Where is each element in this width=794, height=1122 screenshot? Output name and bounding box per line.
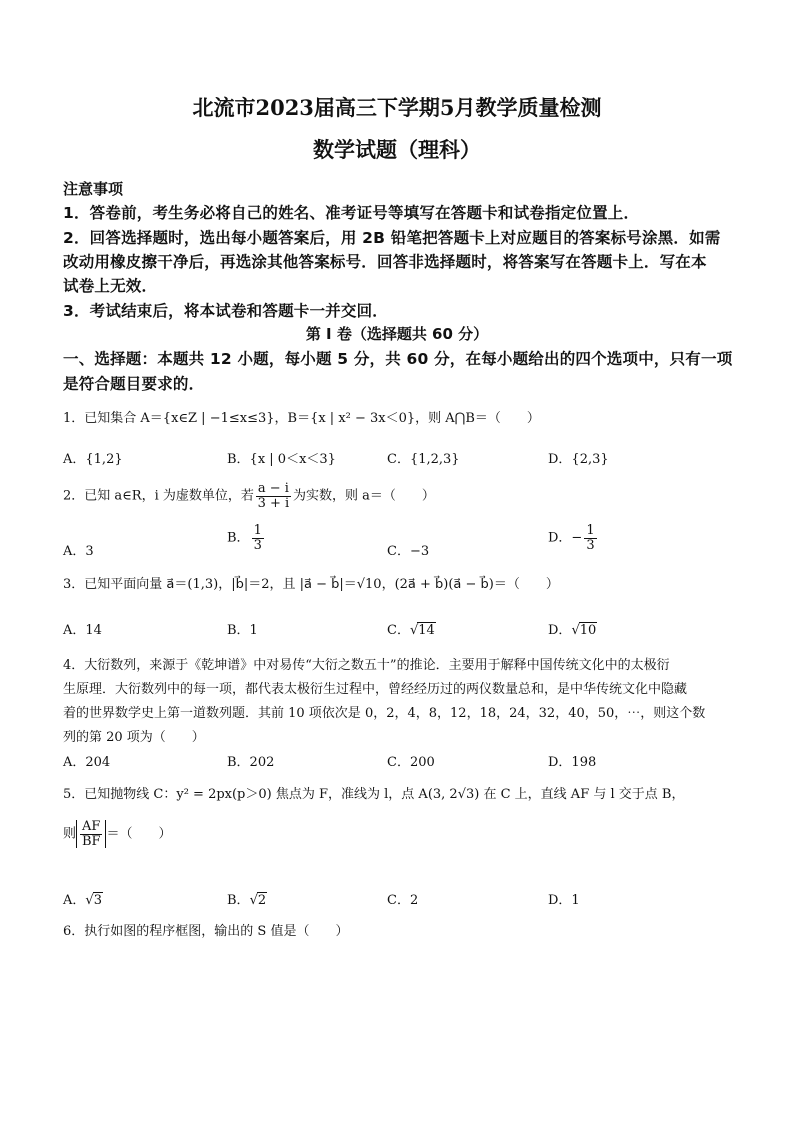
notice-line-5: 3．考试结束后，将本试卷和答题卡一并交回． — [63, 302, 388, 320]
question-5-option-d: D．1 — [548, 893, 580, 908]
notice-line-4: 试卷上无效． — [63, 277, 158, 295]
question-2-fraction — [256, 482, 291, 510]
question-2-option-b-denominator: 3 — [253, 537, 262, 553]
question-5-line-2 — [63, 820, 171, 848]
question-5-prefix: 则 — [63, 826, 77, 842]
section-intro-line-2: 是符合题目要求的． — [63, 375, 205, 393]
question-3-stem: 3．已知平面向量 a⃗＝(1,3)，|b⃗|＝2，且 |a⃗ − b⃗|＝√10，(2a⃗ + b⃗)(a⃗ − b⃗)＝（ ） — [63, 577, 559, 592]
question-1-option-a: A．{1,2} — [63, 452, 123, 467]
question-4-line-2: 生原理．大衍数列中的每一项，都代表太极衍生过程中，曾经经历过的两仪数量总和，是中华传统文化中隐藏 — [63, 682, 688, 697]
question-3-option-d-radicand: 10 — [579, 623, 597, 638]
question-2-stem — [63, 482, 435, 510]
question-3-option-c-label: C． — [387, 623, 410, 638]
question-2-fraction-denominator: 3 + i — [257, 495, 290, 511]
question-4-line-1: 4．大衍数列，来源于《乾坤谱》中对易传“大衍之数五十”的推论．主要用于解释中国传统文化中的太极衍 — [63, 658, 670, 673]
question-4-option-b: B．202 — [227, 755, 275, 770]
question-5-option-b-radicand: 2 — [257, 893, 267, 908]
question-5-option-c: C．2 — [387, 893, 419, 908]
exam-subtitle: 数学试题（理科） — [313, 137, 481, 162]
question-5-ratio-numerator: AF — [82, 819, 101, 834]
question-2-option-b-numerator: 1 — [253, 523, 262, 538]
question-4-option-a: A．204 — [63, 755, 111, 770]
question-2-option-d-label: D．− — [548, 530, 583, 546]
question-4-line-4: 列的第 20 项为（ ） — [63, 730, 205, 745]
notice-heading: 注意事项 — [63, 180, 124, 198]
question-1-option-c: C．{1,2,3} — [387, 452, 460, 467]
question-4-option-c: C．200 — [387, 755, 435, 770]
question-1-option-b: B．{x | 0＜x＜3} — [227, 452, 336, 467]
question-2-option-d-fraction — [584, 524, 596, 552]
question-3-option-b: B．1 — [227, 623, 258, 638]
question-4-option-d: D．198 — [548, 755, 597, 770]
question-5-ratio — [76, 820, 106, 848]
question-3-option-c-radicand: 14 — [418, 623, 435, 638]
question-2-option-d — [548, 524, 599, 552]
question-2-option-d-numerator: 1 — [586, 523, 595, 538]
exam-title: 北流市2023届高三下学期5月教学质量检测 — [192, 95, 602, 120]
question-2-option-b — [227, 524, 266, 552]
question-2-prefix: 2．已知 a∈R，i 为虚数单位，若 — [63, 488, 254, 504]
question-5-suffix: ＝（ ） — [106, 826, 172, 842]
question-6-stem: 6．执行如图的程序框图，输出的 S 值是（ ） — [63, 924, 349, 939]
question-2-fraction-numerator: a − i — [257, 481, 289, 496]
question-3-option-a: A．14 — [63, 623, 102, 638]
part1-heading: 第 I 卷（选择题共 60 分） — [305, 325, 489, 343]
question-5-option-a: A．√3 — [63, 893, 102, 908]
question-5-ratio-denominator: BF — [81, 833, 101, 849]
question-1-option-d: D．{2,3} — [548, 452, 609, 467]
question-3-option-d-label: D． — [548, 623, 572, 638]
question-5-option-a-radicand: 3 — [93, 893, 102, 908]
notice-line-2: 2．回答选择题时，选出每小题答案后，用 2B 铅笔把答题卡上对应题目的答案标号涂黑．如需 — [63, 229, 721, 247]
question-2-option-b-label: B． — [227, 530, 250, 546]
question-2-suffix: 为实数，则 a＝（ ） — [292, 488, 435, 504]
question-2-option-c: C．−3 — [387, 544, 430, 559]
question-5-option-b-label: B． — [227, 893, 250, 908]
question-3-option-c: C．√14 — [387, 623, 435, 638]
question-5-option-a-label: A． — [63, 893, 86, 908]
question-4-line-3: 着的世界数学史上第一道数列题．其前 10 项依次是 0，2，4，8，12，18，24，32，40，50，⋯，则这个数 — [63, 706, 706, 721]
question-2-option-d-denominator: 3 — [586, 537, 595, 553]
section-intro-line-1: 一、选择题：本题共 12 小题，每小题 5 分，共 60 分，在每小题给出的四个选项中，只有一项 — [63, 350, 733, 368]
notice-line-1: 1．答卷前，考生务必将自己的姓名、准考证号等填写在答题卡和试卷指定位置上． — [63, 204, 640, 222]
question-3-option-d: D．√10 — [548, 623, 597, 638]
question-5-line-1: 5．已知抛物线 C：y² = 2px(p＞0) 焦点为 F，准线为 l，点 A(3, 2√3) 在 C 上，直线 AF 与 l 交于点 B， — [63, 787, 685, 802]
notice-line-3: 改动用橡皮擦干净后，再选涂其他答案标号．回答非选择题时，将答案写在答题卡上．写在本 — [63, 253, 707, 271]
question-1-stem: 1．已知集合 A＝{x∈Z | −1≤x≤3}，B＝{x | x² − 3x＜0}，则 A⋂B＝（ ） — [63, 411, 540, 426]
question-5-ratio-fraction — [80, 820, 102, 848]
question-2-option-b-fraction — [252, 524, 264, 552]
question-5-option-b: B．√2 — [227, 893, 267, 908]
question-2-option-a: A．3 — [63, 544, 94, 559]
